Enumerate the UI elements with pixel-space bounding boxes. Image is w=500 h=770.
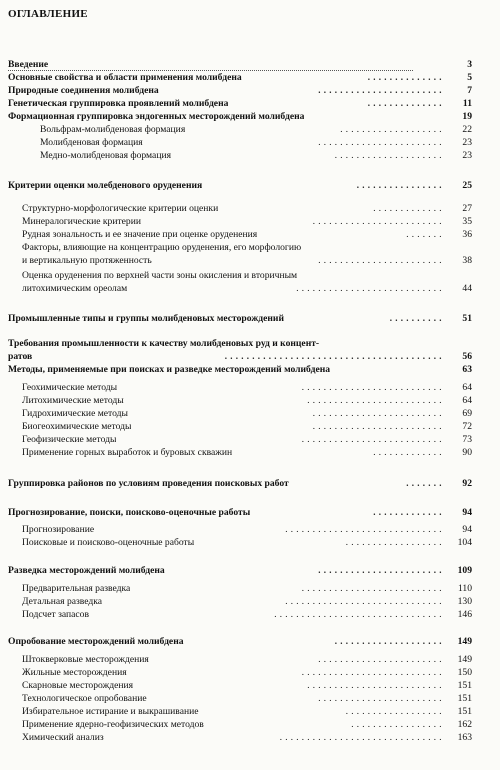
toc-entry-title: литохимическим ореолам	[22, 283, 128, 294]
toc-entry-title: Вольфрам-молибденовая формация	[40, 124, 186, 135]
toc-entry	[0, 59, 500, 70]
toc-entry	[0, 216, 500, 227]
toc-entry-title: Рудная зональность и ее значение при оценке оруденения	[22, 229, 258, 240]
toc-entry-title: Литохимические методы	[22, 395, 124, 406]
dot-leader: . . . . . . .	[406, 229, 442, 239]
toc-entry-page: 104	[457, 537, 472, 548]
toc-entry	[0, 229, 500, 240]
toc-entry-page: 94	[462, 524, 472, 535]
dot-leader: . . . . . . . . . . . . . . . .	[356, 180, 442, 190]
dot-leader: . . . . . . . . . . . . . . . . . . . .	[334, 150, 442, 160]
toc-entry	[0, 667, 500, 678]
toc-entry-title: Геофизические методы	[22, 434, 117, 445]
toc-entry-title: Подсчет запасов	[22, 609, 89, 620]
toc-entry-page: 90	[462, 447, 472, 458]
toc-entry-title: Промышленные типы и группы молибденовых месторождений	[8, 313, 284, 324]
toc-entry	[0, 537, 500, 548]
toc-entry-title: Применение горных выработок и буровых скважин	[22, 447, 233, 458]
toc-entry	[0, 507, 500, 518]
toc-entry	[0, 408, 500, 419]
toc-entry-title: Применение ядерно-геофизических методов	[22, 719, 204, 730]
toc-entry-page: 11	[462, 98, 472, 109]
toc-entry-title: Требования промышленности к качеству молибденовых руд и концент-	[8, 338, 320, 349]
toc-entry-page: 63	[462, 364, 472, 375]
toc-entry	[0, 609, 500, 620]
toc-entry-title: Структурно-морфологические критерии оценки	[22, 203, 219, 214]
dot-leader: . . . . . . . . . . . . . . . . . . . . . . . .	[312, 408, 442, 418]
toc-entry-title: Медно-молибденовая формация	[40, 150, 171, 161]
dot-leader: . . . . . . . . . . . . . . . . . . . . . . . . . .	[301, 434, 442, 444]
toc-entry-page: 35	[462, 216, 472, 227]
toc-entry-title: Биогеохимические методы	[22, 421, 132, 432]
dot-leader: . . . . . . . . . . . . . .	[367, 98, 442, 108]
dot-leader: . . . . . . . . . . . . . . . . . . . . . . .	[318, 565, 442, 575]
toc-entry	[0, 203, 500, 214]
dot-leader: . . . . . . . . . . . . . . . . . . . .	[334, 636, 442, 646]
dot-leader: . . . . . . . . . . . . . . . . . .	[345, 706, 442, 716]
toc-entry-page: 5	[467, 72, 472, 83]
toc-entry-page: 72	[462, 421, 472, 432]
toc-entry-title: Гидрохимические методы	[22, 408, 128, 419]
toc-entry-page: 163	[457, 732, 472, 743]
toc-entry-page: 150	[457, 667, 472, 678]
toc-entry-title: Разведка месторождений молибдена	[8, 565, 165, 576]
toc-entry-page: 64	[462, 395, 472, 406]
toc-entry	[0, 255, 500, 266]
toc-entry-page: 149	[457, 654, 472, 665]
dot-leader: . . . . . . . . . . . . . . . . . . .	[340, 124, 442, 134]
toc-entry	[0, 313, 500, 324]
toc-entry-page: 27	[462, 203, 472, 214]
toc-entry	[0, 180, 500, 191]
toc-entry-title: Химический анализ	[22, 732, 104, 743]
toc-entry-title: Жильные месторождения	[22, 667, 127, 678]
toc-entry-page: 36	[462, 229, 472, 240]
dot-leader: . . . . . . . . . . . . . . . . . . . . . . . . . . .	[296, 283, 442, 293]
toc-entry-page: 19	[462, 111, 472, 122]
toc-entry-page: 146	[457, 609, 472, 620]
toc-entry	[0, 583, 500, 594]
dot-leader: . . . . . . . . . . . . . . . . . . . . . . .	[318, 255, 442, 265]
toc-entry	[0, 395, 500, 406]
toc-entry-title: Оценка оруденения по верхней части зоны окисления и вторичным	[22, 270, 298, 281]
toc-entry	[0, 283, 500, 294]
toc-entry	[0, 636, 500, 647]
toc-entry-page: 22	[462, 124, 472, 135]
toc-entry	[0, 478, 500, 489]
toc-entry-title: Прогнозирование, поиски, поисково-оценочные работы	[8, 507, 251, 518]
toc-entry-page: 3	[467, 59, 472, 70]
toc-entry-title: Штокверковые месторождения	[22, 654, 149, 665]
toc-entry-page: 38	[462, 255, 472, 266]
toc-entry-page: 73	[462, 434, 472, 445]
toc-entry-title: Скарновые месторождения	[22, 680, 134, 691]
toc-entry	[0, 447, 500, 458]
dot-leader: . . . . . . . . . . . . . . . . . . . . . . . . . .	[301, 382, 442, 392]
toc-entry-title: Генетическая группировка проявлений молибдена	[8, 98, 229, 109]
toc-entry-page: 151	[457, 693, 472, 704]
toc-entry-page: 110	[457, 583, 472, 594]
dot-leader: . . . . . . . . . . . . . . . . . . . . . . .	[318, 654, 442, 664]
toc-entry-page: 151	[457, 706, 472, 717]
dot-leader: . . . . . . . . . . . . . . . . . . . . . . .	[318, 85, 442, 95]
toc-entry-title: Методы, применяемые при поисках и разведке месторождений молибдена	[8, 364, 331, 375]
toc-entry-page: 23	[462, 150, 472, 161]
dot-leader: . . . . . . . . . . . . . . . . . . . . . . . . . . . . . . . . . . . . . . . .	[224, 351, 442, 361]
toc-entry-title: Формационная группировка эндогенных месторождений молибдена	[8, 111, 305, 122]
dot-leader	[8, 70, 413, 71]
toc-entry-title: Детальная разведка	[22, 596, 103, 607]
page-title: ОГЛАВЛЕНИЕ	[8, 8, 88, 20]
toc-entry	[0, 242, 500, 253]
toc-entry-page: 69	[462, 408, 472, 419]
toc-entry-page: 51	[462, 313, 472, 324]
dot-leader: . . . . . . . . . . . . . . . . . . . . . . . . . . . . .	[285, 524, 442, 534]
dot-leader: . . . . . . . . . . . . . . . . . . . . . . . . . . . . .	[285, 596, 442, 606]
toc-entry	[0, 351, 500, 362]
dot-leader: . . . . . . . . . . . . . . . . . . . . . . . . .	[307, 680, 442, 690]
toc-entry	[0, 124, 500, 135]
toc-entry-title: Факторы, влияющие на концентрацию оруденения, его морфологию	[22, 242, 302, 253]
toc-entry-page: 151	[457, 680, 472, 691]
toc-entry-page: 149	[457, 636, 472, 647]
toc-entry	[0, 338, 500, 349]
toc-entry-title: Избирательное истирание и выкрашивание	[22, 706, 199, 717]
toc-entry-title: Молибденовая формация	[40, 137, 143, 148]
toc-entry	[0, 732, 500, 743]
toc-entry	[0, 137, 500, 148]
dot-leader: . . . . . . . . . . . . . . . . . . . . . . . . . .	[301, 667, 442, 677]
toc-entry	[0, 693, 500, 704]
dot-leader: . . . . . . .	[406, 478, 442, 488]
dot-leader: . . . . . . . . . . . . . . . . . .	[345, 537, 442, 547]
toc-entry	[0, 706, 500, 717]
toc-entry-title: Введение	[8, 59, 49, 70]
toc-entry	[0, 434, 500, 445]
toc-entry-title: Группировка районов по условиям проведения поисковых работ	[8, 478, 289, 489]
toc-entry	[0, 85, 500, 96]
toc-entry	[0, 382, 500, 393]
toc-entry-page: 130	[457, 596, 472, 607]
dot-leader: . . . . . . . . . . . . . . . . . . . . . . . . .	[307, 395, 442, 405]
toc-entry	[0, 596, 500, 607]
dot-leader: . . . . . . . . . . . . . .	[367, 72, 442, 82]
toc-entry-page: 56	[462, 351, 472, 362]
toc-entry	[0, 719, 500, 730]
toc-entry	[0, 421, 500, 432]
toc-entry	[0, 72, 500, 83]
toc-entry	[0, 111, 500, 122]
toc-entry-title: Предварительная разведка	[22, 583, 131, 594]
toc-entry-title: Прогнозирование	[22, 524, 95, 535]
toc-entry-title: Технологическое опробование	[22, 693, 147, 704]
toc-entry-page: 92	[462, 478, 472, 489]
toc-entry-title: Минералогические критерии	[22, 216, 141, 227]
toc-entry-page: 109	[457, 565, 472, 576]
toc-entry	[0, 270, 500, 281]
dot-leader: . . . . . . . . . . . . . . . . . . . . . . . .	[312, 421, 442, 431]
toc-entry-title: Геохимические методы	[22, 382, 118, 393]
dot-leader: . . . . . . . . . . . . . . . . . . . . . . . .	[312, 216, 442, 226]
toc-entry-page: 7	[467, 85, 472, 96]
dot-leader: . . . . . . . . . . . . .	[373, 447, 442, 457]
toc-entry-title: Поисковые и поисково-оценочные работы	[22, 537, 195, 548]
toc-entry	[0, 150, 500, 161]
toc-entry	[0, 524, 500, 535]
dot-leader: . . . . . . . . . . . . . . . . . . . . . . . . . . . . . .	[279, 732, 442, 742]
dot-leader: . . . . . . . . . . . . . . . . . . . . . . .	[318, 137, 442, 147]
toc-entry	[0, 364, 500, 375]
toc-entry-page: 23	[462, 137, 472, 148]
toc-entry-title: ратов	[8, 351, 33, 362]
toc-entry-page: 64	[462, 382, 472, 393]
dot-leader: . . . . . . . . . . . . . . . . . . . . . . . . . . . . . . .	[274, 609, 442, 619]
dot-leader: . . . . . . . . . . . . . . . . .	[351, 719, 442, 729]
dot-leader: . . . . . . . . . . . . . . . . . . . . . . .	[318, 693, 442, 703]
toc-entry-page: 25	[462, 180, 472, 191]
toc-entry	[0, 98, 500, 109]
toc-entry	[0, 680, 500, 691]
toc-entry-page: 162	[457, 719, 472, 730]
dot-leader: . . . . . . . . . . . . . . . . . . . . . . . . . .	[301, 583, 442, 593]
toc-entry	[0, 565, 500, 576]
toc-entry-title: Критерии оценки молебденового оруденения	[8, 180, 203, 191]
toc-entry-page: 94	[462, 507, 472, 518]
toc-entry-title: Основные свойства и области применения молибдена	[8, 72, 242, 83]
toc-entry-page: 44	[462, 283, 472, 294]
toc-entry-title: и вертикальную протяженность	[22, 255, 152, 266]
dot-leader: . . . . . . . . . . . . .	[373, 507, 442, 517]
toc-entry-title: Опробование месторождений молибдена	[8, 636, 184, 647]
dot-leader: . . . . . . . . . . . . .	[373, 203, 442, 213]
toc-entry	[0, 654, 500, 665]
toc-entry-title: Природные соединения молибдена	[8, 85, 159, 96]
dot-leader: . . . . . . . . . .	[389, 313, 442, 323]
